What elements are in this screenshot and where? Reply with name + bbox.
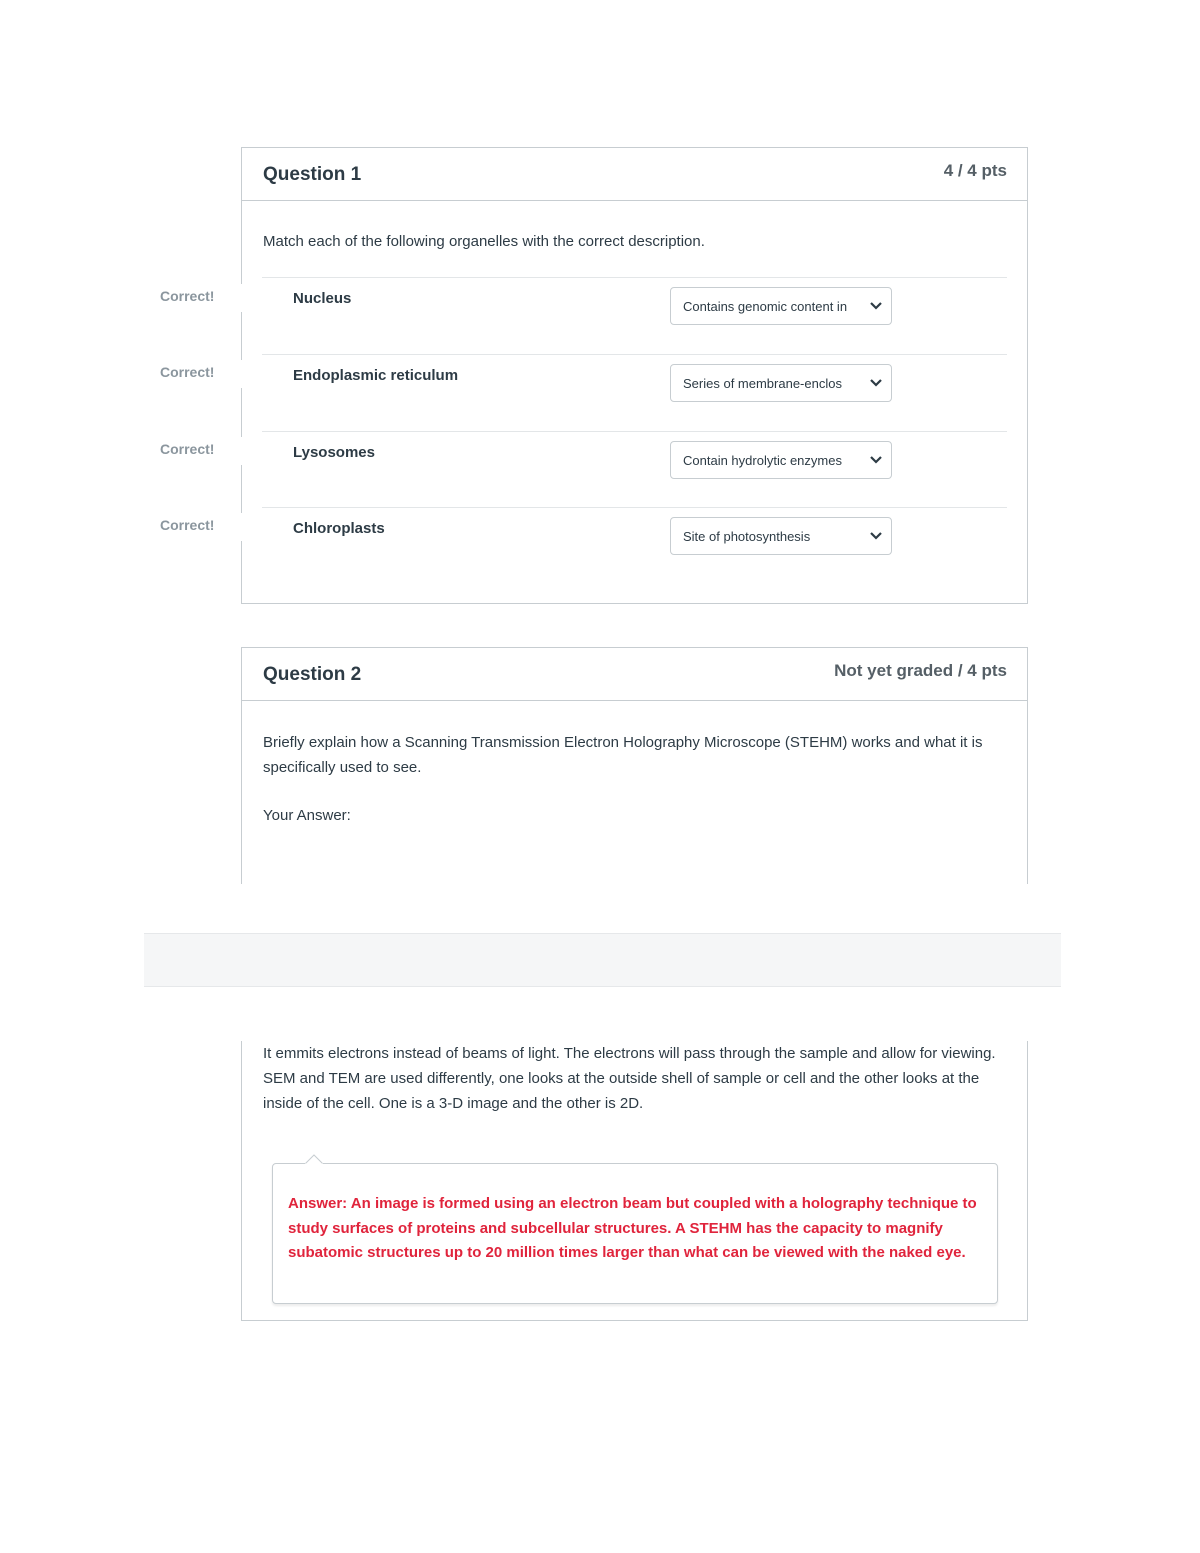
match-select-endoplasmic-reticulum[interactable] (670, 364, 892, 402)
chevron-down-icon (869, 455, 883, 465)
your-answer-label: Your Answer: (263, 807, 351, 824)
match-row (262, 277, 1007, 354)
match-row (262, 431, 1007, 508)
select-value: Site of photosynthesis (683, 529, 811, 544)
border-gap (238, 437, 246, 465)
match-row (262, 354, 1007, 431)
correct-answer-box (272, 1163, 998, 1304)
question-1-title: Question 1 (263, 164, 362, 185)
question-1-points: 4 / 4 pts (943, 161, 1007, 180)
page-break-band (144, 933, 1061, 987)
question-1-card (241, 147, 1028, 604)
match-term: Nucleus (293, 290, 352, 307)
select-value: Series of membrane-enclos (683, 376, 842, 391)
select-value: Contain hydrolytic enzymes (683, 453, 842, 468)
student-answer-text: It emmits electrons instead of beams of light. The electrons will pass through the sample and allow for viewing. SEM and TEM are used differently, one looks at the outside shell of sample or cell and the other looks at the inside of the cell. One is a 3-D image and the other is 2D. (263, 1045, 996, 1112)
correct-label-nucleus: Correct! (160, 288, 215, 304)
match-select-chloroplasts[interactable] (670, 517, 892, 555)
question-1-prompt: Match each of the following organelles with the correct description. (263, 233, 705, 250)
chevron-down-icon (869, 301, 883, 311)
correct-answer-text: Answer: An image is formed using an electron beam but coupled with a holography technique to study surfaces of proteins and subcellular structures. A STEHM has the capacity to magnify subatomic structures up to 20 million times larger than what can be viewed with the naked eye. (288, 1195, 977, 1261)
question-1-header (242, 148, 1027, 201)
border-gap (238, 513, 246, 541)
question-2-points: Not yet graded / 4 pts (834, 661, 1007, 680)
select-value: Contains genomic content in (683, 299, 848, 314)
question-2-card (241, 647, 1028, 884)
border-gap (238, 284, 246, 312)
match-select-lysosomes[interactable] (670, 441, 892, 479)
match-term: Lysosomes (293, 444, 375, 461)
correct-label-er: Correct! (160, 364, 215, 380)
chevron-down-icon (869, 378, 883, 388)
border-gap (238, 360, 246, 388)
match-term: Endoplasmic reticulum (293, 367, 459, 384)
question-2-prompt: Briefly explain how a Scanning Transmission Electron Holography Microscope (STEHM) works and what it is specifically used to see. (263, 734, 983, 776)
match-select-nucleus[interactable] (670, 287, 892, 325)
match-term: Chloroplasts (293, 520, 385, 537)
question-2-header (242, 648, 1027, 701)
chevron-down-icon (869, 531, 883, 541)
correct-label-chloroplasts: Correct! (160, 517, 215, 533)
callout-pointer-icon (305, 1154, 323, 1164)
match-row (262, 507, 1007, 584)
correct-label-lysosomes: Correct! (160, 441, 215, 457)
question-2-title: Question 2 (263, 664, 362, 685)
